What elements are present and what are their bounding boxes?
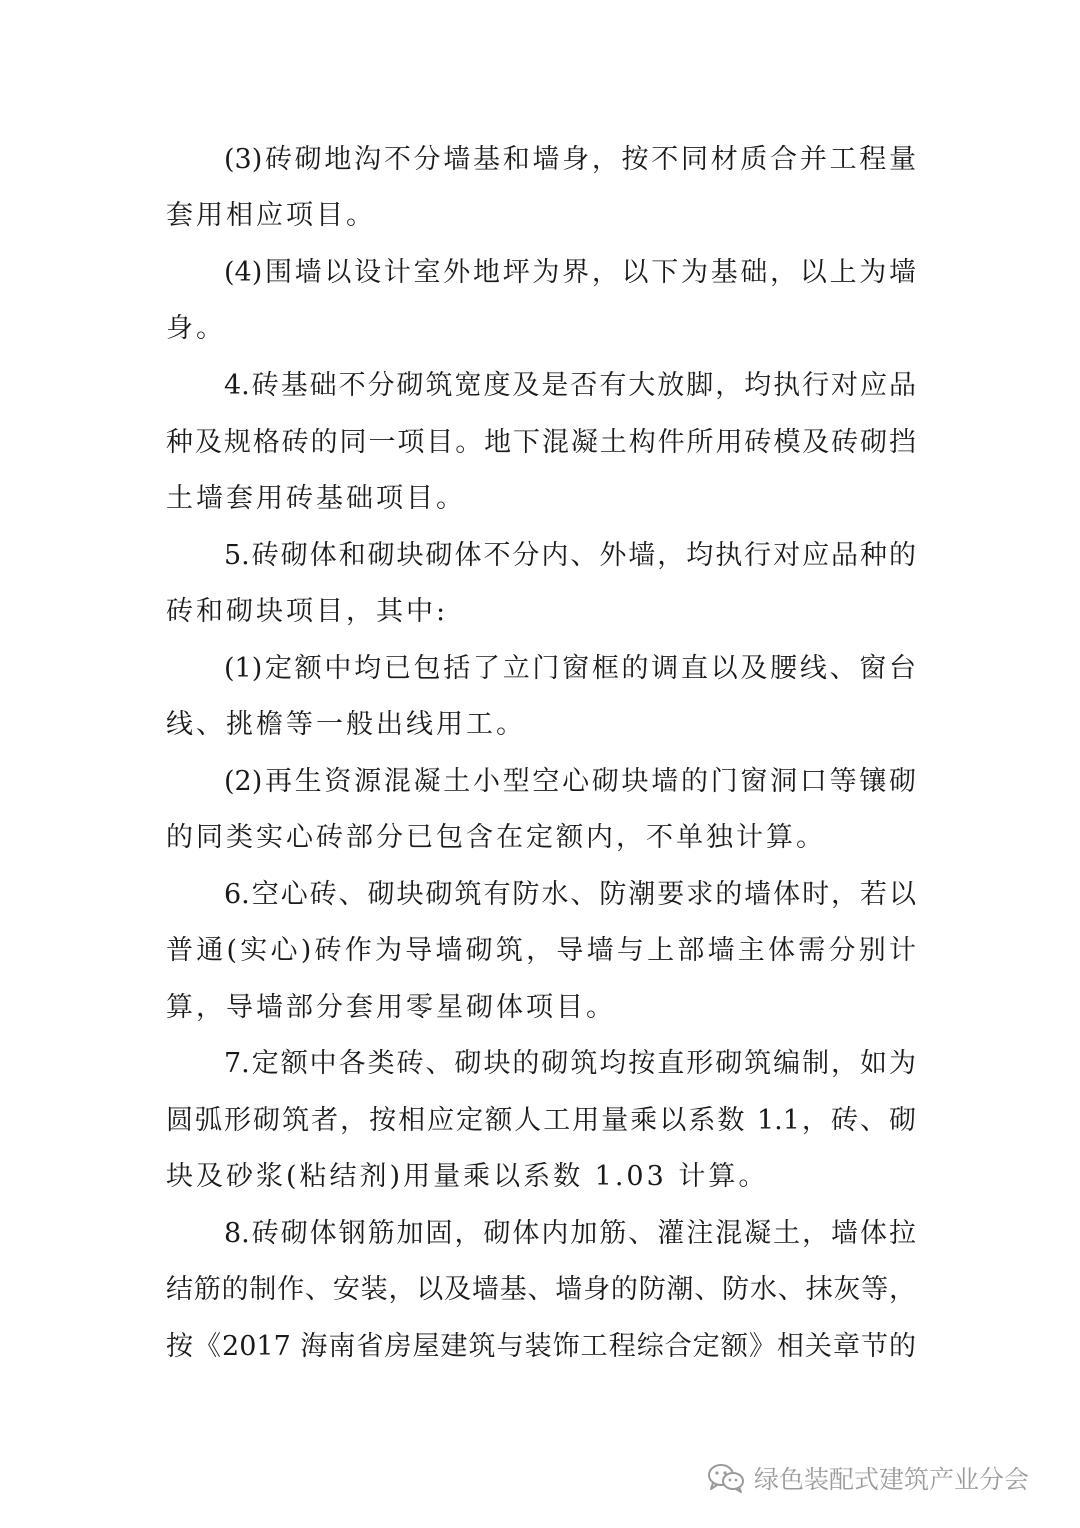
watermark-text: 绿色装配式建筑产业分会 — [754, 1465, 1030, 1494]
paragraph-line: (2)再生资源混凝土小型空心砌块墙的门窗洞口等镶砌 — [224, 766, 916, 797]
watermark — [706, 1458, 1029, 1498]
paragraph-line: 结筋的制作、安装，以及墙基、墙身的防潮、防水、抹灰等， — [166, 1274, 916, 1305]
paragraph-line: 8.砖砌体钢筋加固，砌体内加筋、灌注混凝土，墙体拉 — [224, 1218, 916, 1249]
paragraph-line: (4)围墙以设计室外地坪为界，以下为基础，以上为墙 — [224, 257, 916, 288]
paragraph-line: 块及砂浆(粘结剂)用量乘以系数 1.03 计算。 — [166, 1161, 769, 1192]
paragraph-line: (3)砖砌地沟不分墙基和墙身，按不同材质合并工程量 — [224, 144, 916, 175]
paragraph-line: 套用相应项目。 — [166, 200, 376, 231]
paragraph-line: 5.砖砌体和砌块砌体不分内、外墙，均执行对应品种的 — [224, 540, 916, 571]
paragraph-line: 6.空心砖、砌块砌筑有防水、防潮要求的墙体时，若以 — [224, 879, 916, 910]
paragraph-line: 7.定额中各类砖、砌块的砌筑均按直形砌筑编制，如为 — [224, 1048, 916, 1079]
wechat-icon — [706, 1462, 746, 1494]
paragraph-line: 土墙套用砖基础项目。 — [166, 483, 466, 514]
paragraph-line: 的同类实心砖部分已包含在定额内，不单独计算。 — [166, 822, 826, 853]
paragraph-line: 线、挑檐等一般出线用工。 — [166, 709, 526, 740]
paragraph-line: 砖和砌块项目，其中: — [166, 596, 449, 627]
paragraph-line: 种及规格砖的同一项目。地下混凝土构件所用砖模及砖砌挡 — [166, 427, 916, 458]
paragraph-line: 身。 — [166, 313, 226, 344]
paragraph-line: 普通(实心)砖作为导墙砌筑，导墙与上部墙主体需分别计 — [166, 935, 916, 966]
paragraph-line: (1)定额中均已包括了立门窗框的调直以及腰线、窗台 — [224, 653, 916, 684]
paragraph-line: 4.砖基础不分砌筑宽度及是否有大放脚，均执行对应品 — [224, 370, 916, 401]
paragraph-line: 按《2017 海南省房屋建筑与装饰工程综合定额》相关章节的 — [166, 1331, 916, 1362]
paragraph-line: 圆弧形砌筑者，按相应定额人工用量乘以系数 1.1，砖、砌 — [166, 1105, 916, 1136]
paragraph-line: 算，导墙部分套用零星砌体项目。 — [166, 992, 616, 1023]
